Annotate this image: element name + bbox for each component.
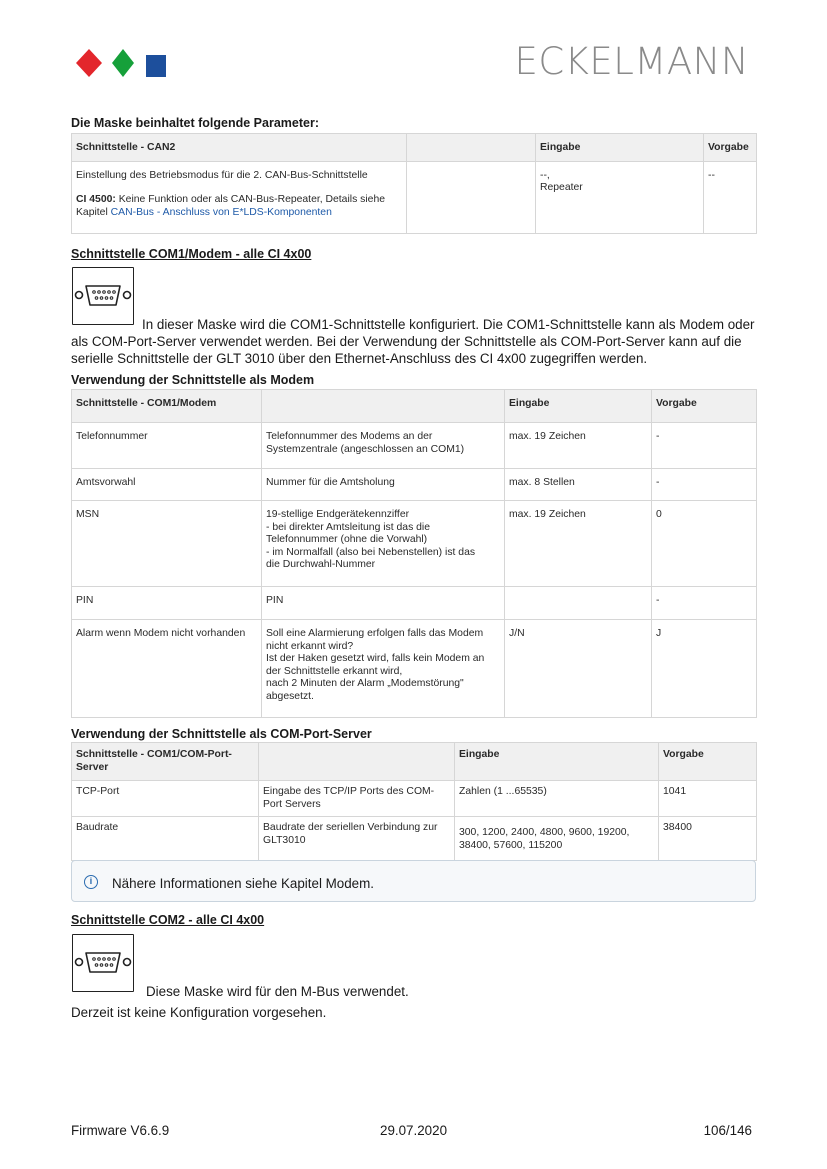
param-input: J/N — [505, 620, 652, 718]
desc-line: Eingabe des TCP/IP Ports des COM- — [263, 786, 435, 798]
param-input: max. 19 Zeichen — [505, 423, 652, 469]
info-text: Nähere Informationen siehe Kapitel Modem. — [112, 876, 375, 891]
col-header: Eingabe — [536, 134, 704, 162]
desc-line: Systemzentrale (angeschlossen an COM1) — [266, 443, 465, 455]
table-cell: -- — [704, 161, 757, 233]
modem-heading: Verwendung der Schnittstelle als Modem — [71, 373, 315, 387]
info-icon: i — [84, 875, 98, 889]
param-default: 0 — [652, 501, 757, 587]
desc-line: Telefonnummer des Modems an der — [266, 431, 433, 442]
table-row — [72, 423, 757, 469]
com2-heading: Schnittstelle COM2 - alle CI 4x00 — [71, 913, 265, 927]
com2-note: Derzeit ist keine Konfiguration vorgesehen. — [71, 1005, 327, 1020]
param-desc — [262, 620, 505, 718]
desc-line: Nummer für die Amtsholung — [266, 477, 395, 488]
param-desc — [262, 469, 505, 501]
blue-square — [146, 55, 166, 77]
desc-line: Soll eine Alarmierung erfolgen falls das Modem — [266, 628, 484, 639]
table-row — [72, 501, 757, 587]
param-input: Zahlen (1 ...65535) — [455, 781, 659, 817]
can-bus-link[interactable]: CAN-Bus - Anschluss von E*LDS-Komponenten — [110, 206, 332, 218]
desc-line: die Durchwahl-Nummer — [266, 559, 376, 571]
col-header: Schnittstelle - COM1/COM-Port-Server — [72, 743, 259, 781]
table-row — [72, 469, 757, 501]
param-input: 300, 1200, 2400, 4800, 9600, 19200, 38400, 57600, 115200 — [455, 817, 659, 861]
green-diamond — [112, 49, 134, 77]
table-cell — [407, 161, 536, 233]
col-header — [262, 390, 505, 423]
ci4500-note — [76, 194, 402, 219]
col-header: Schnittstelle - COM1/Modem — [72, 390, 262, 423]
table-row — [72, 161, 757, 233]
param-desc — [262, 423, 505, 469]
input-value: Repeater — [540, 182, 583, 194]
table-row — [72, 781, 757, 817]
param-input — [505, 587, 652, 620]
param-name: Amtsvorwahl — [72, 469, 262, 501]
com1-heading: Schnittstelle COM1/Modem - alle CI 4x00 — [71, 247, 312, 261]
desc-line: 19-stellige Endgerätekennziffer — [266, 509, 410, 520]
table-header-row — [72, 390, 757, 423]
col-header — [407, 134, 536, 162]
param-default: 1041 — [659, 781, 757, 817]
footer-date: 29.07.2020 — [380, 1123, 448, 1138]
com2-caption: Diese Maske wird für den M-Bus verwendet. — [146, 984, 409, 999]
red-diamond — [76, 49, 102, 77]
param-desc — [259, 817, 455, 861]
col-header: Eingabe — [455, 743, 659, 781]
desc-line: abgesetzt. — [266, 690, 314, 702]
param-name: PIN — [72, 587, 262, 620]
param-default: - — [652, 423, 757, 469]
com1-intro: In dieser Maske wird die COM1-Schnittstelle konfiguriert. Die COM1-Schnittstelle kann als Modem oder als COM-Port-Server verwendet werden. Bei der Verwendung der Schnittstelle als COM-Port-Server kann auf die serielle Schnittstelle der GLT 3010 über den Ethernet-Anschluss des CI 4x00 zugegriffen werden. — [71, 317, 755, 366]
ci4500-label: CI 4500: — [76, 194, 116, 206]
param-input: max. 19 Zeichen — [505, 501, 652, 587]
col-header: Vorgabe — [704, 134, 757, 162]
param-desc — [259, 781, 455, 817]
footer-version: Firmware V6.6.9 — [71, 1123, 170, 1138]
table-row — [72, 817, 757, 861]
table-row — [72, 620, 757, 718]
param-default: - — [652, 469, 757, 501]
param-input: max. 8 Stellen — [505, 469, 652, 501]
param-name: MSN — [72, 501, 262, 587]
desc-line: Port Servers — [263, 798, 321, 810]
table-row — [72, 587, 757, 620]
param-name: Alarm wenn Modem nicht vorhanden — [72, 620, 262, 718]
input-value: --, — [540, 169, 550, 181]
table-cell — [72, 161, 407, 233]
eckelmann-logo-squares — [75, 47, 167, 79]
param-name: Telefonnummer — [72, 423, 262, 469]
table-cell — [536, 161, 704, 233]
modem-table — [71, 389, 757, 718]
col-header — [259, 743, 455, 781]
table-header-row — [72, 134, 757, 162]
desc-line: GLT3010 — [263, 834, 306, 846]
col-header: Vorgabe — [659, 743, 757, 781]
desc-line: Baudrate der seriellen Verbindung zur — [263, 822, 438, 834]
desc-line: - im Normalfall (also bei Nebenstellen) ist das — [266, 546, 476, 558]
col-header: Eingabe — [505, 390, 652, 423]
can2-description: Einstellung des Betriebsmodus für die 2. CAN-Bus-Schnittstelle — [76, 169, 368, 181]
parameters-heading: Die Maske beinhaltet folgende Parameter: — [71, 116, 319, 130]
desc-line: PIN — [266, 595, 284, 606]
can2-table — [71, 133, 757, 234]
col-header: Schnittstelle - CAN2 — [72, 134, 407, 162]
param-desc — [262, 501, 505, 587]
param-desc — [262, 587, 505, 620]
comport-heading: Verwendung der Schnittstelle als COM-Port-Server — [71, 727, 372, 741]
param-default: J — [652, 620, 757, 718]
desc-line: der Schnittstelle erkannt wird, — [266, 665, 403, 677]
param-name: TCP-Port — [72, 781, 259, 817]
col-header: Vorgabe — [652, 390, 757, 423]
param-name: Baudrate — [72, 817, 259, 861]
desc-line: nach 2 Minuten der Alarm „Modemstörung" — [266, 678, 464, 690]
table-header-row — [72, 743, 757, 781]
desc-line: nicht erkannt wird? — [266, 640, 354, 652]
param-default: 38400 — [659, 817, 757, 861]
param-default: - — [652, 587, 757, 620]
ci4500-text: Keine Funktion oder als CAN-Bus-Repeater, Details siehe Kapitel — [76, 194, 385, 218]
footer-page: 106/146 — [703, 1123, 752, 1138]
desc-line: Telefonnummer (ohne die Vorwahl) — [266, 534, 428, 546]
desc-line: Ist der Haken gesetzt wird, falls kein Modem an — [266, 653, 485, 665]
desc-line: - bei direkter Amtsleitung ist das die — [266, 521, 431, 533]
info-box — [71, 860, 756, 902]
eckelmann-logo-text: ECKELMANN — [514, 40, 749, 83]
comport-table — [71, 742, 757, 861]
serial-port-icon — [72, 934, 134, 992]
